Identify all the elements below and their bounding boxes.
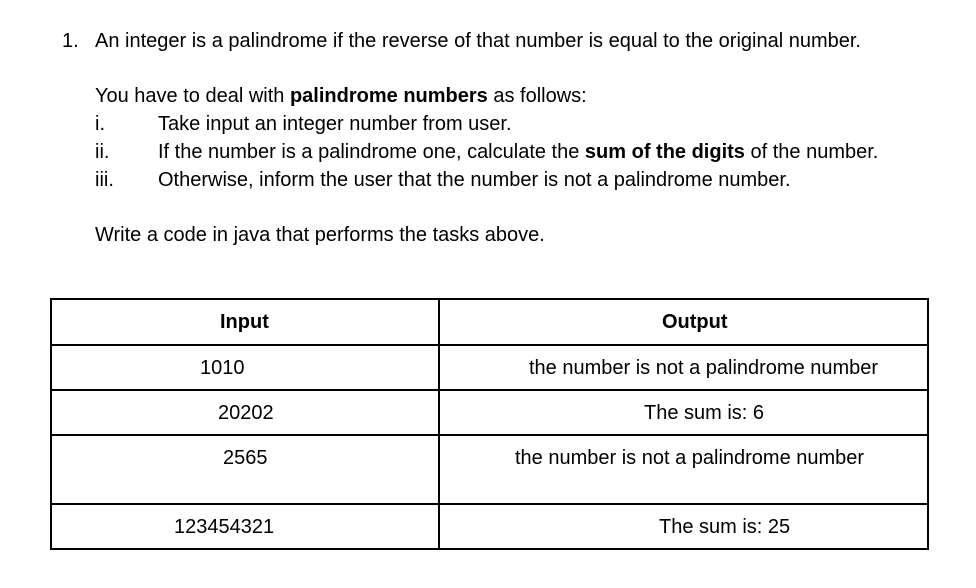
question-statement: An integer is a palindrome if the reverse of that number is equal to the original number. bbox=[95, 30, 861, 52]
intro-text bbox=[95, 84, 587, 108]
instruction-text: Write a code in java that performs the tasks above. bbox=[95, 224, 545, 246]
question-number: 1. bbox=[62, 30, 79, 52]
table-row bbox=[51, 390, 928, 435]
output-value: The sum is: 25 bbox=[659, 516, 791, 538]
header-output-label: Output bbox=[662, 311, 728, 333]
output-value: The sum is: 6 bbox=[644, 402, 765, 424]
step-3-marker: iii. bbox=[95, 169, 114, 191]
input-value: 123454321 bbox=[174, 516, 275, 538]
step-1-marker: i. bbox=[95, 113, 105, 135]
header-input-label: Input bbox=[220, 311, 269, 333]
output-cell bbox=[439, 390, 928, 435]
intro-bold: palindrome numbers bbox=[289, 85, 488, 107]
input-cell bbox=[51, 435, 439, 504]
output-cell bbox=[439, 504, 928, 549]
output-value: the number is not a palindrome number bbox=[515, 447, 865, 469]
input-value: 20202 bbox=[218, 402, 274, 424]
intro-prefix: You have to deal with bbox=[95, 85, 290, 107]
input-value: 2565 bbox=[223, 447, 268, 469]
table-row bbox=[51, 504, 928, 549]
step-2-marker: ii. bbox=[95, 141, 110, 163]
input-cell bbox=[51, 345, 439, 390]
step-2-bold: sum of the digits bbox=[584, 141, 745, 163]
input-cell bbox=[51, 504, 439, 549]
step-1-text: Take input an integer number from user. bbox=[158, 113, 512, 135]
step-2-text bbox=[158, 140, 878, 164]
output-cell bbox=[439, 345, 928, 390]
header-input bbox=[51, 299, 439, 345]
header-output bbox=[439, 299, 928, 345]
table-row bbox=[51, 345, 928, 390]
io-table bbox=[50, 298, 929, 550]
table-header-row bbox=[51, 299, 928, 345]
step-2-prefix: If the number is a palindrome one, calculate the bbox=[158, 141, 585, 163]
intro-suffix: as follows: bbox=[487, 85, 587, 107]
input-cell bbox=[51, 390, 439, 435]
output-cell bbox=[439, 435, 928, 504]
step-3-text: Otherwise, inform the user that the number is not a palindrome number. bbox=[158, 169, 791, 191]
step-2-suffix: of the number. bbox=[744, 141, 879, 163]
input-value: 1010 bbox=[200, 357, 245, 379]
table-row bbox=[51, 435, 928, 504]
output-value: the number is not a palindrome number bbox=[529, 357, 879, 379]
